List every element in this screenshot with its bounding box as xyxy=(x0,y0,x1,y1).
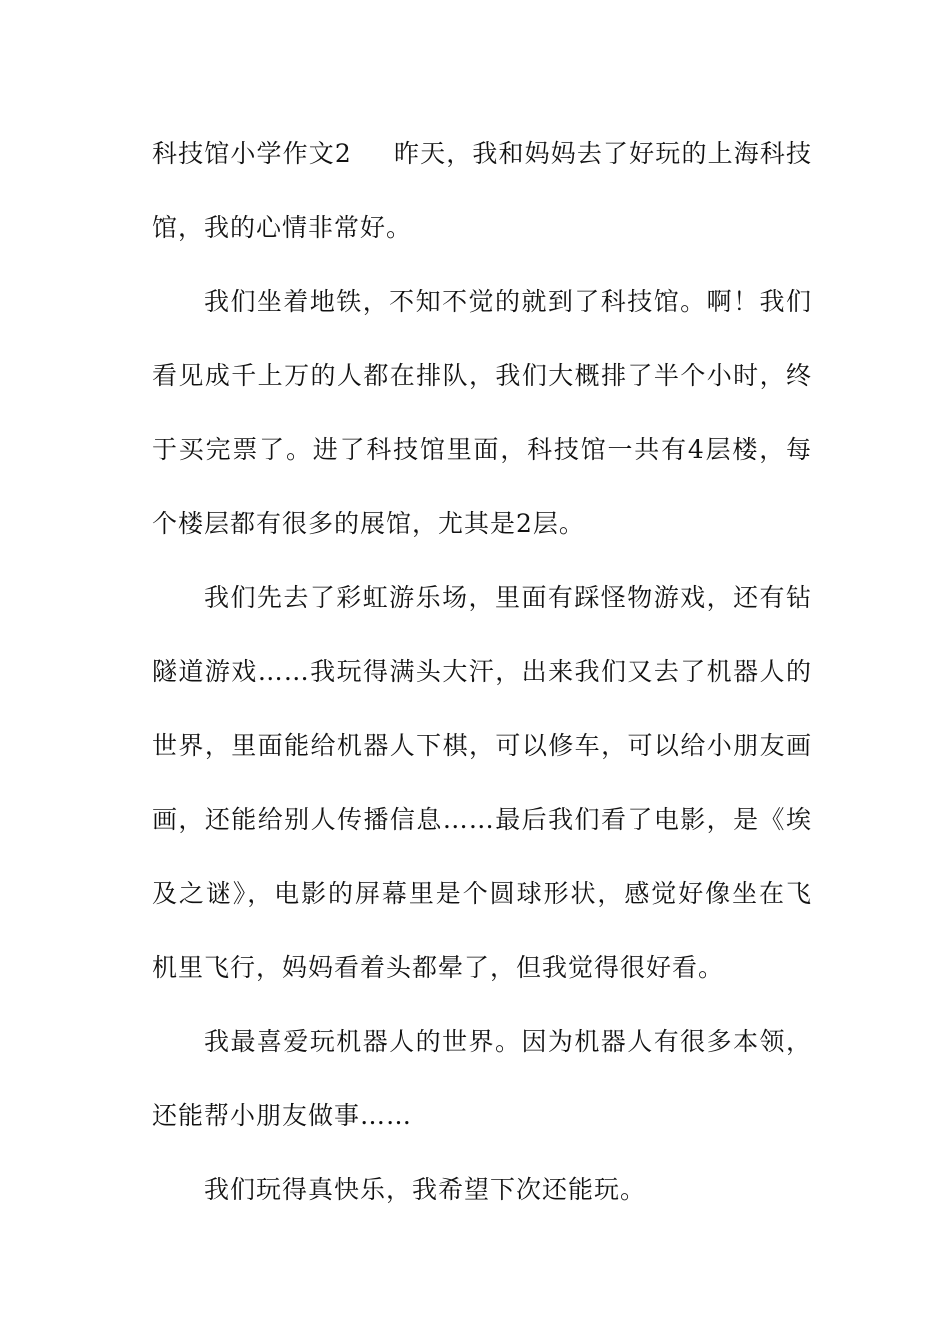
paragraph-1 xyxy=(152,117,812,265)
paragraph-5: 我们玩得真快乐，我希望下次还能玩。 xyxy=(204,1175,647,1204)
paragraph-1-text: 昨天，我和妈妈去了好玩的上海科技馆，我的心情非常好。 xyxy=(152,139,812,242)
essay-body xyxy=(152,117,812,1227)
paragraph-4: 我最喜爱玩机器人的世界。因为机器人有很多本领，还能帮小朋友做事…… xyxy=(152,1027,812,1130)
essay-title: 科技馆小学作文2 xyxy=(152,139,352,168)
paragraph-3: 我们先去了彩虹游乐场，里面有踩怪物游戏，还有钻隧道游戏……我玩得满头大汗，出来我们又去了机器人的世界，里面能给机器人下棋，可以修车，可以给小朋友画画，还能给别人传播信息……最后我们看了电影，是《埃及之谜》，电影的屏幕里是个圆球形状，感觉好像坐在飞机里飞行，妈妈看着头都晕了，但我觉得很好看。 xyxy=(152,583,812,982)
paragraph-2: 我们坐着地铁，不知不觉的就到了科技馆。啊！我们看见成千上万的人都在排队，我们大概排了半个小时，终于买完票了。进了科技馆里面，科技馆一共有4层楼，每个楼层都有很多的展馆，尤其是2层。 xyxy=(152,287,812,538)
